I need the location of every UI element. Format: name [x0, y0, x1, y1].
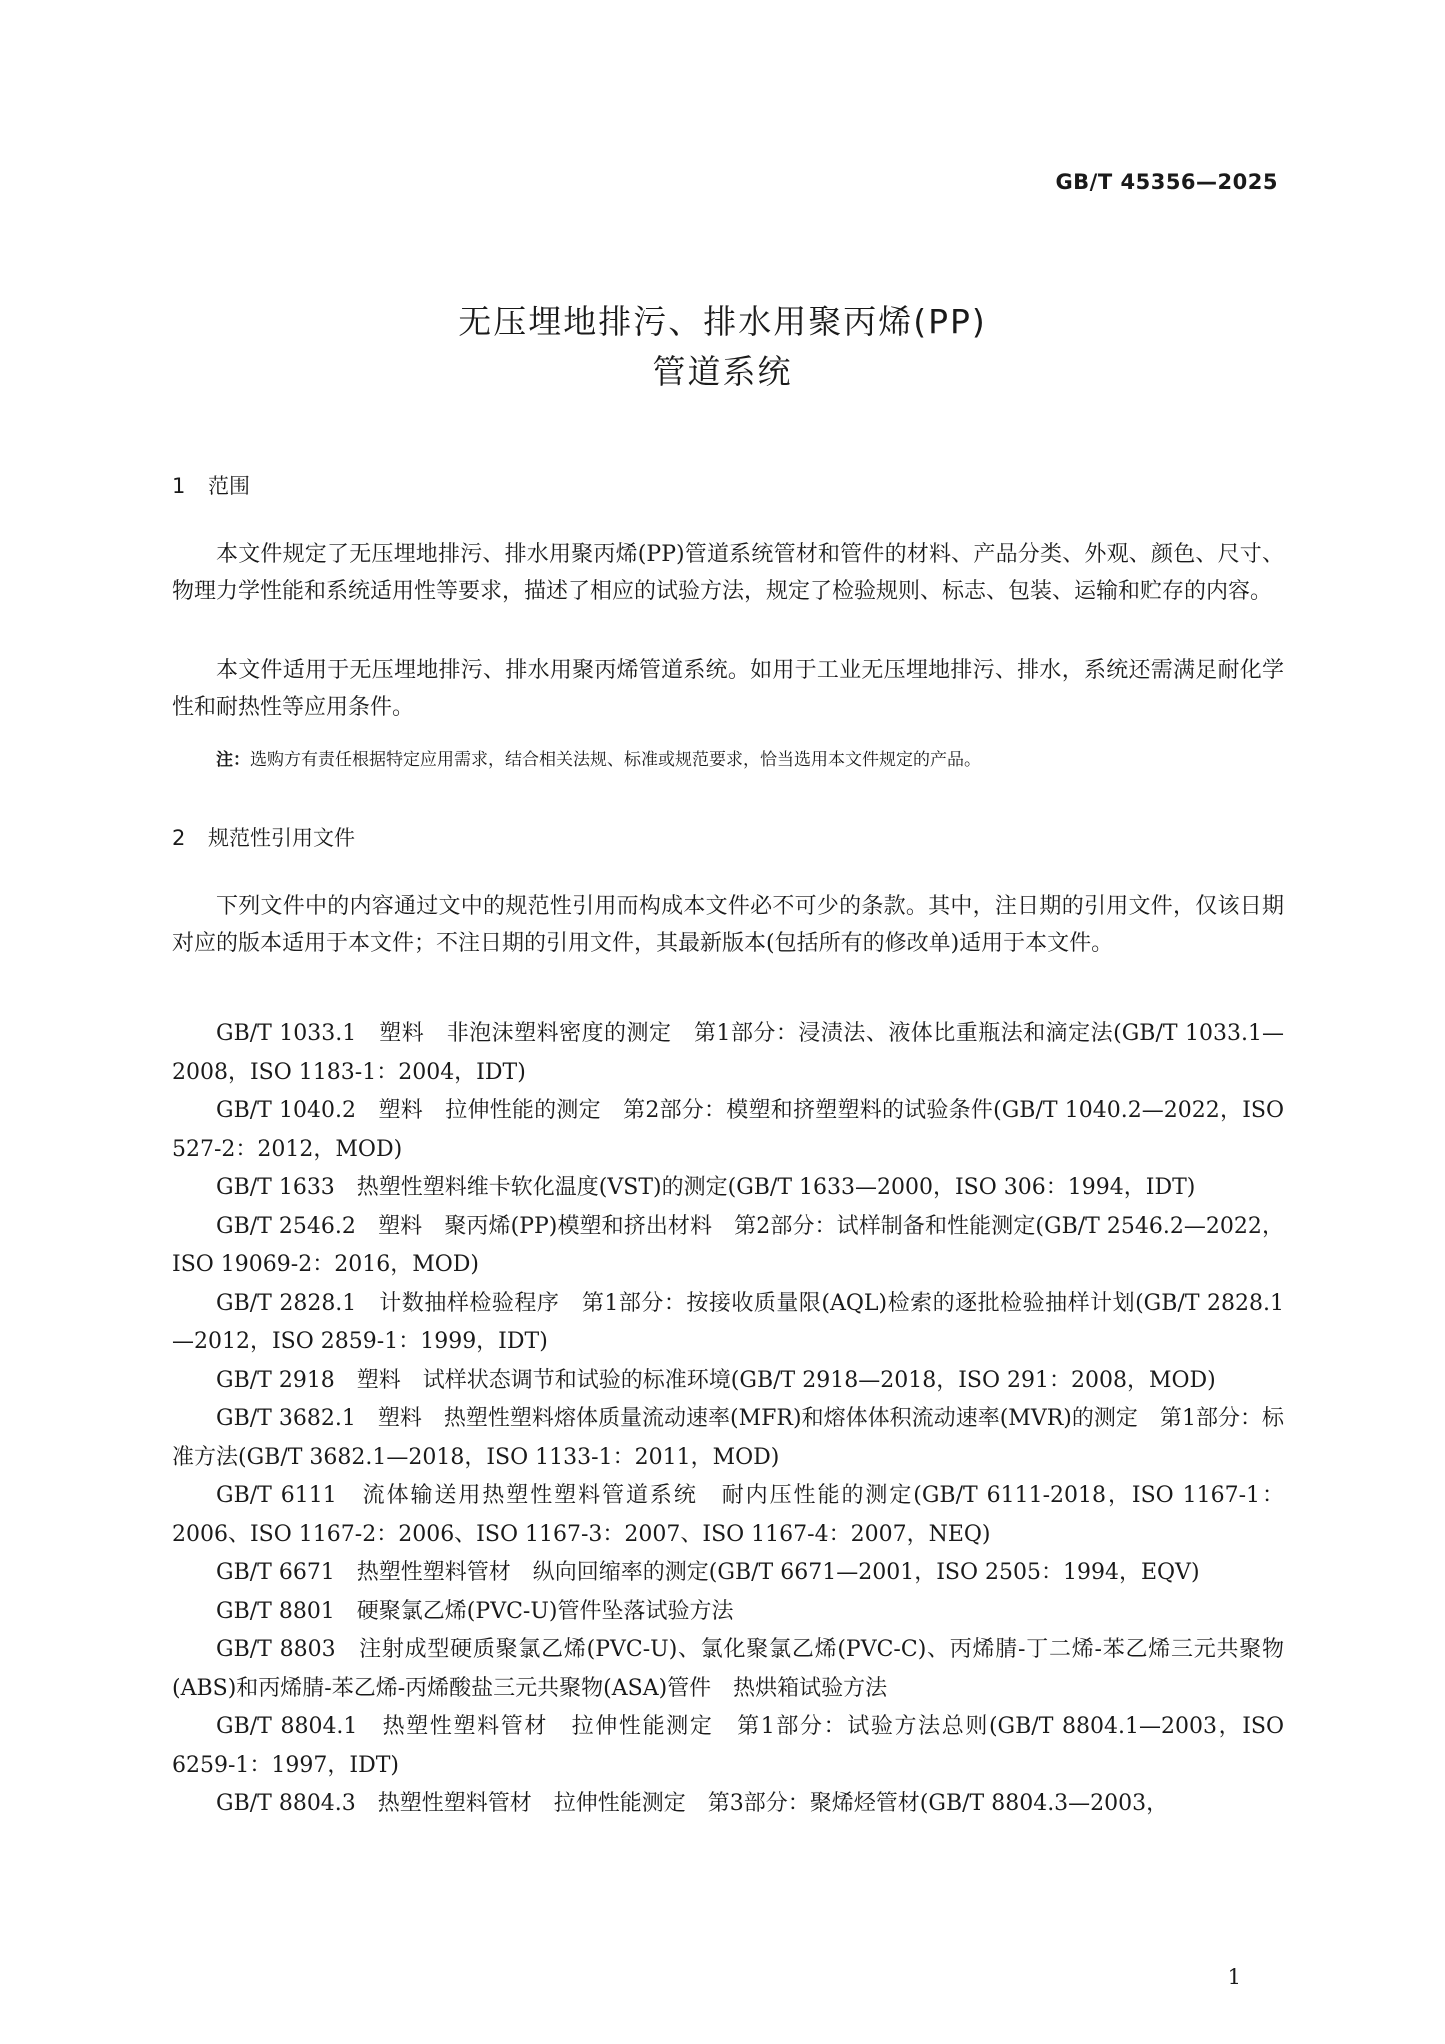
section-number: 1	[172, 474, 186, 498]
reference-item: GB/T 1033.1 塑料 非泡沫塑料密度的测定 第1部分：浸渍法、液体比重瓶法和滴定法(GB/T 1033.1—2008，ISO 1183-1：2004，IDT)	[172, 1021, 1284, 1085]
reference-item: GB/T 2546.2 塑料 聚丙烯(PP)模塑和挤出材料 第2部分：试样制备和性能测定(GB/T 2546.2—2022，ISO 19069-2：2016，MOD)	[172, 1213, 1284, 1277]
note-label: 注：	[216, 750, 250, 770]
document-title-line1: 无压埋地排污、排水用聚丙烯(PP)	[458, 302, 987, 341]
section-title: 范围	[208, 474, 250, 498]
standard-code: GB/T 45356—2025	[1055, 170, 1278, 194]
reference-item: GB/T 8801 硬聚氯乙烯(PVC-U)管件坠落试验方法	[216, 1598, 734, 1624]
reference-item: GB/T 1040.2 塑料 拉伸性能的测定 第2部分：模塑和挤塑塑料的试验条件(GB/T 1040.2—2022，ISO 527-2：2012，MOD)	[172, 1098, 1284, 1162]
reference-item: GB/T 8804.1 热塑性塑料管材 拉伸性能测定 第1部分：试验方法总则(GB/T 8804.1—2003，ISO 6259-1：1997，IDT)	[172, 1714, 1284, 1778]
scope-note	[216, 745, 981, 770]
reference-item: GB/T 6111 流体输送用热塑性塑料管道系统 耐内压性能的测定(GB/T 6111-2018，ISO 1167-1：2006、ISO 1167-2：2006、ISO 1167-3：2007、ISO 1167-4：2007，NEQ)	[172, 1483, 1284, 1547]
reference-item: GB/T 1633 热塑性塑料维卡软化温度(VST)的测定(GB/T 1633—2000，ISO 306：1994，IDT)	[216, 1175, 1196, 1200]
reference-list	[172, 1015, 1284, 1824]
scope-paragraph-1: 本文件规定了无压埋地排污、排水用聚丙烯(PP)管道系统管材和管件的材料、产品分类、外观、颜色、尺寸、物理力学性能和系统适用性等要求，描述了相应的试验方法，规定了检验规则、标志、包装、运输和贮存的内容。	[172, 542, 1284, 604]
reference-item: GB/T 3682.1 塑料 热塑性塑料熔体质量流动速率(MFR)和熔体体积流动速率(MVR)的测定 第1部分：标准方法(GB/T 3682.1—2018，ISO 1133-1：2011，MOD)	[172, 1406, 1284, 1470]
reference-item: GB/T 6671 热塑性塑料管材 纵向回缩率的测定(GB/T 6671—2001，ISO 2505：1994，EQV)	[216, 1560, 1200, 1585]
scope-paragraph-2: 本文件适用于无压埋地排污、排水用聚丙烯管道系统。如用于工业无压埋地排污、排水，系统还需满足耐化学性和耐热性等应用条件。	[172, 658, 1284, 720]
reference-item: GB/T 8803 注射成型硬质聚氯乙烯(PVC-U)、氯化聚氯乙烯(PVC-C)、丙烯腈-丁二烯-苯乙烯三元共聚物(ABS)和丙烯腈-苯乙烯-丙烯酸盐三元共聚物(ASA)管件 热烘箱试验方法	[172, 1637, 1284, 1701]
section-title: 规范性引用文件	[208, 826, 355, 850]
references-intro: 下列文件中的内容通过文中的规范性引用而构成本文件必不可少的条款。其中，注日期的引用文件，仅该日期对应的版本适用于本文件；不注日期的引用文件，其最新版本(包括所有的修改单)适用于本文件。	[172, 894, 1284, 956]
note-text: 选购方有责任根据特定应用需求，结合相关法规、标准或规范要求，恰当选用本文件规定的产品。	[250, 750, 981, 770]
reference-item: GB/T 2918 塑料 试样状态调节和试验的标准环境(GB/T 2918—2018，ISO 291：2008，MOD)	[216, 1367, 1216, 1393]
section-number: 2	[172, 826, 186, 850]
document-title-line2: 管道系统	[652, 352, 793, 391]
reference-item: GB/T 8804.3 热塑性塑料管材 拉伸性能测定 第3部分：聚烯烃管材(GB/T 8804.3—2003，	[216, 1791, 1169, 1816]
reference-item: GB/T 2828.1 计数抽样检验程序 第1部分：按接收质量限(AQL)检索的逐批检验抽样计划(GB/T 2828.1—2012，ISO 2859-1：1999，IDT)	[172, 1290, 1284, 1354]
page-number: 1	[1227, 1965, 1241, 1989]
section-heading-normative-references	[172, 822, 355, 852]
section-heading-scope	[172, 470, 250, 500]
